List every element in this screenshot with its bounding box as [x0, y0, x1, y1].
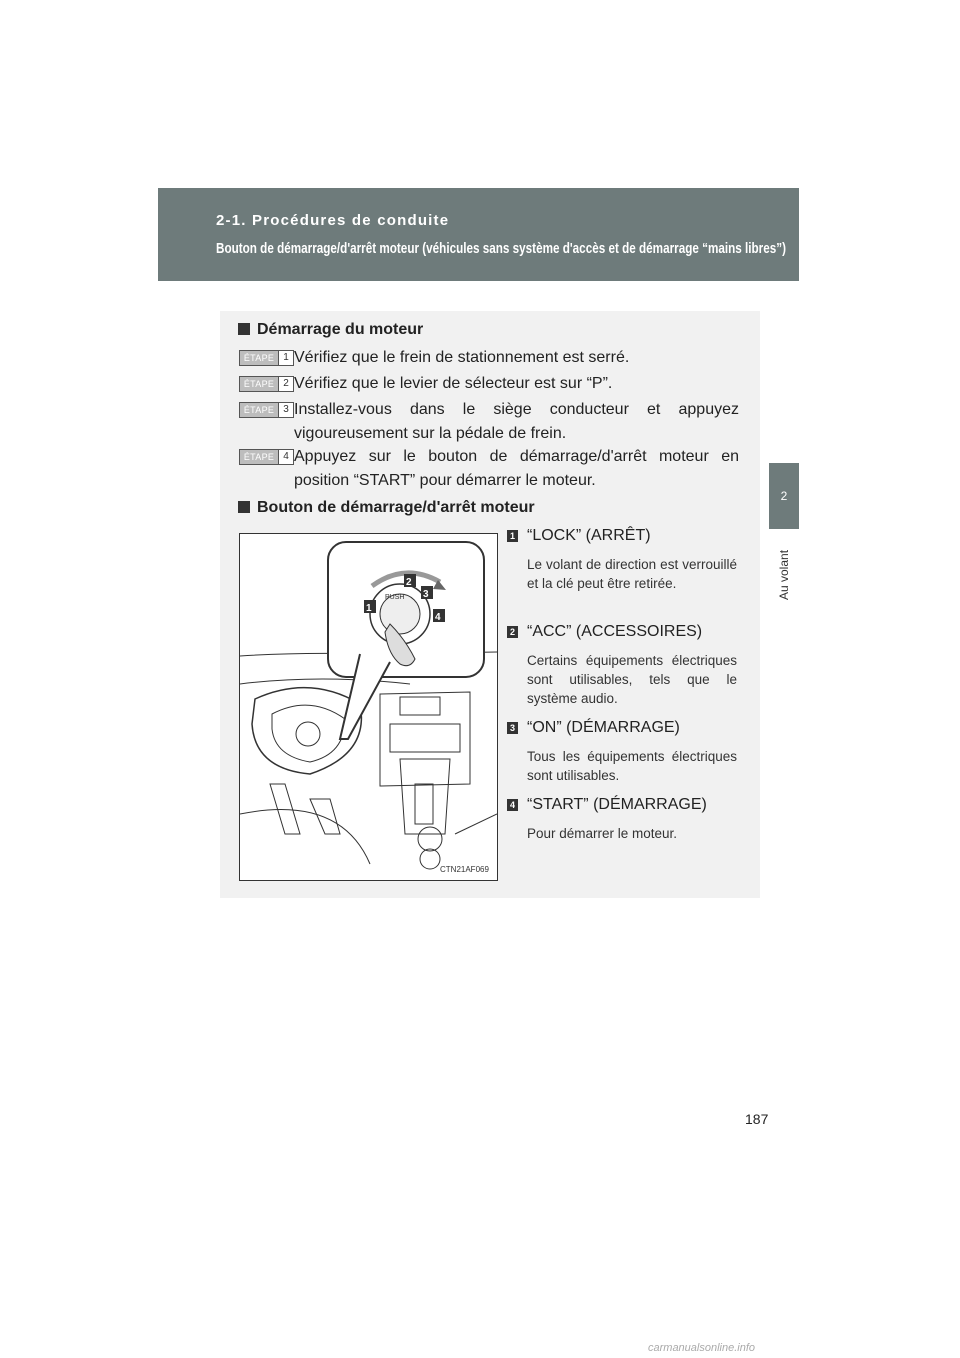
step-1: ÉTAPE 1 Vérifiez que le frein de stationnement est serré. [239, 346, 739, 370]
legend-start: 4 “START” (DÉMARRAGE) Pour démarrer le moteur. [507, 796, 737, 843]
step-badge: ÉTAPE 1 [239, 350, 294, 366]
svg-text:4: 4 [435, 612, 441, 623]
step-3: ÉTAPE 3 Installez-vous dans le siège conducteur et appuyez vigoureusement sur la pédale de frein. [239, 398, 739, 446]
step-badge: ÉTAPE 2 [239, 376, 294, 392]
page-header [158, 188, 799, 281]
bullet-square-icon [238, 501, 250, 513]
bullet-square-icon [238, 323, 250, 335]
legend-lock: 1 “LOCK” (ARRÊT) Le volant de direction est verrouillé et la clé peut être retirée. [507, 527, 737, 593]
section-title: 2-1. Procédures de conduite [216, 212, 450, 229]
legend-acc: 2 “ACC” (ACCESSOIRES) Certains équipements électriques sont utilisables, tels que le système audio. [507, 623, 737, 708]
page-number: 187 [745, 1111, 769, 1127]
legend-on: 3 “ON” (DÉMARRAGE) Tous les équipements électriques sont utilisables. [507, 719, 737, 785]
illustration-code: CTN21AF069 [440, 865, 489, 874]
dashboard-drawing [240, 534, 497, 880]
step-4: ÉTAPE 4 Appuyez sur le bouton de démarrage/d'arrêt moteur en position “START” pour démarrer le moteur. [239, 445, 739, 493]
callout-3 [421, 586, 433, 600]
page-subtitle: Bouton de démarrage/d'arrêt moteur (véhicules sans système d'accès et de démarrage “mains libres”) [216, 240, 786, 257]
dashboard-illustration [239, 533, 498, 881]
chapter-label: Au volant [777, 549, 791, 601]
step-badge: ÉTAPE 3 [239, 402, 294, 418]
heading-bouton: Bouton de démarrage/d'arrêt moteur [238, 499, 535, 517]
step-badge: ÉTAPE 4 [239, 449, 294, 465]
svg-text:3: 3 [423, 589, 429, 600]
step-2: ÉTAPE 2 Vérifiez que le levier de sélecteur est sur “P”. [239, 372, 739, 396]
svg-text:1: 1 [366, 603, 372, 614]
footer-watermark: carmanualsonline.info [648, 1342, 756, 1354]
callout-2 [404, 574, 416, 588]
heading-demarrage: Démarrage du moteur [238, 321, 423, 339]
dial-text: PUSH [385, 594, 405, 601]
svg-text:2: 2 [406, 577, 412, 588]
chapter-tab: 2 [769, 463, 799, 529]
content-panel [220, 311, 760, 898]
callout-1 [364, 600, 376, 614]
callout-4 [433, 609, 445, 623]
